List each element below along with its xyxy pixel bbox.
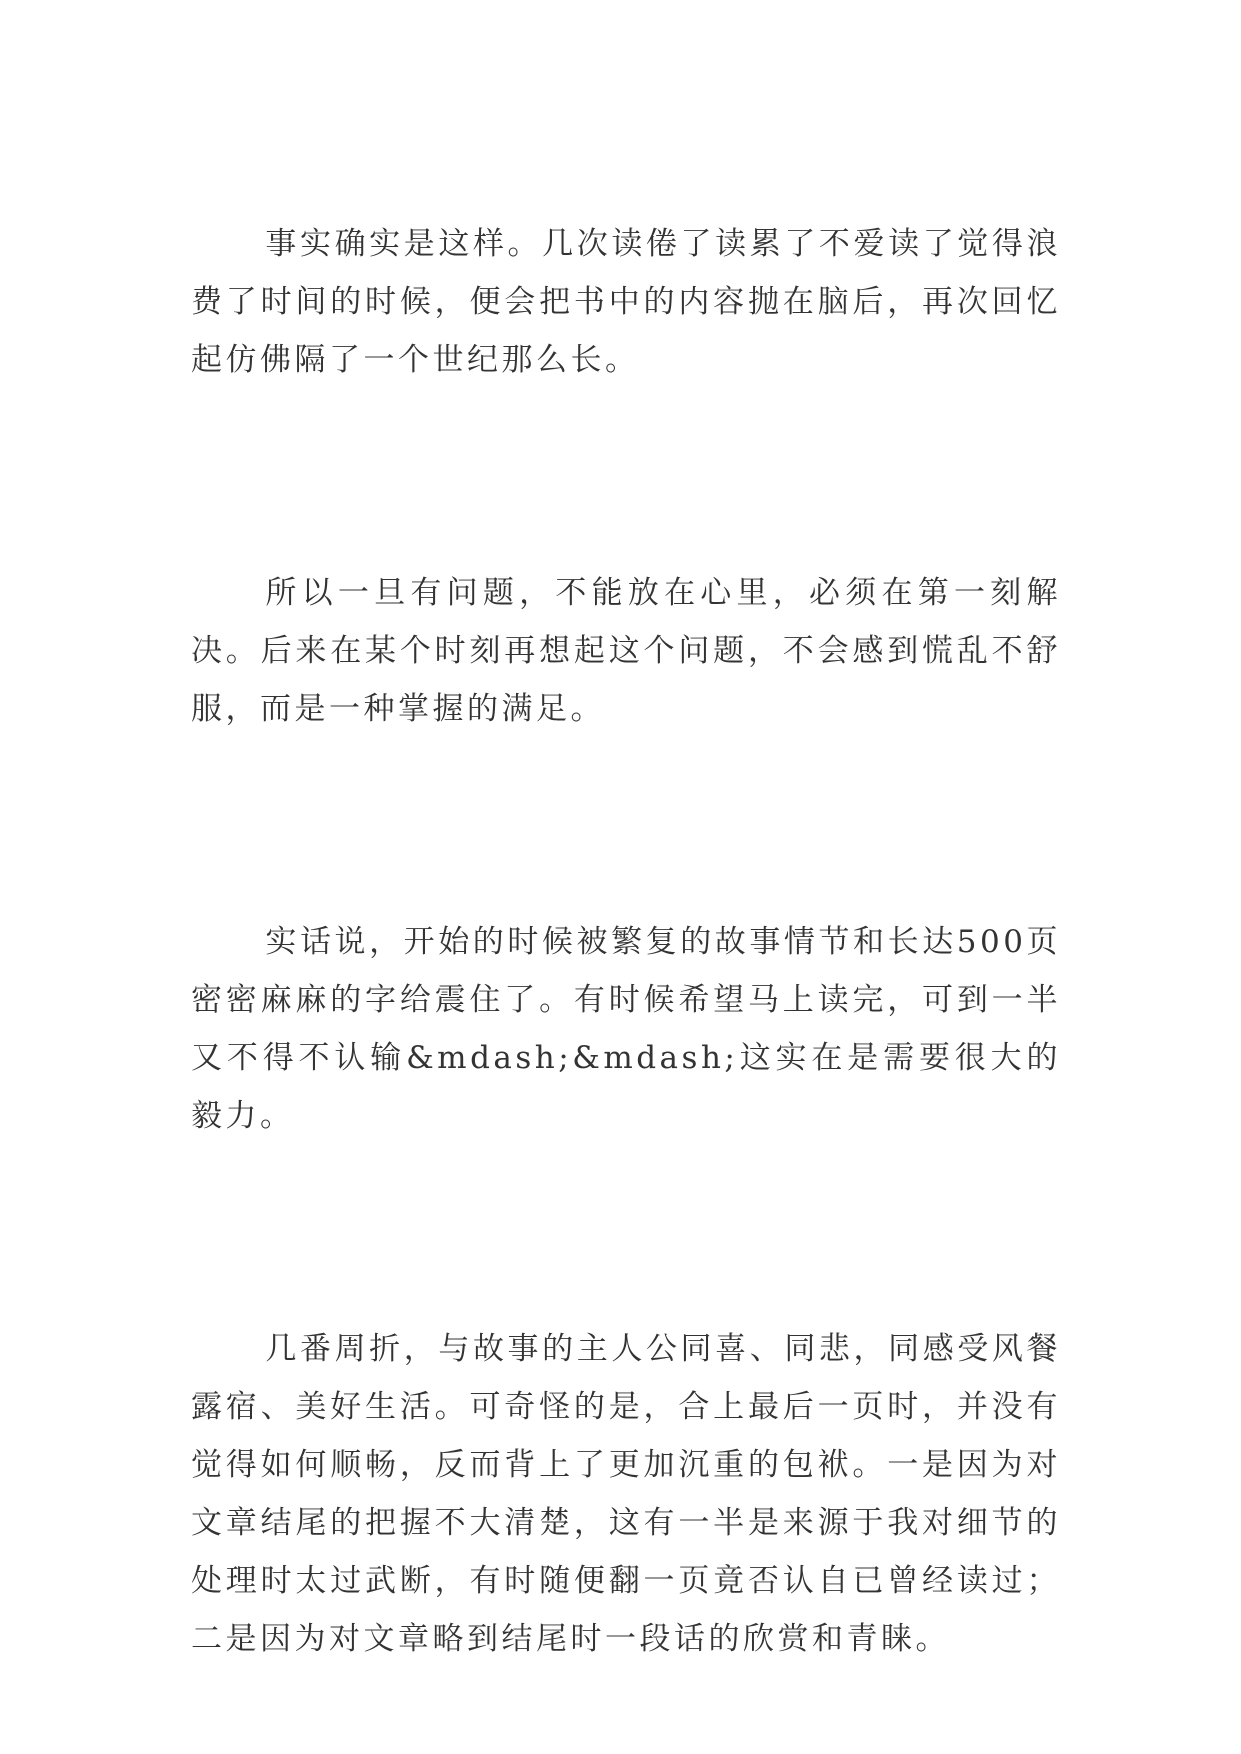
paragraph-4: 几番周折，与故事的主人公同喜、同悲，同感受风餐露宿、美好生活。可奇怪的是，合上最后一页时，并没有觉得如何顺畅，反而背上了更加沉重的包袱。一是因为对文章结尾的把握不大清楚，这有一半是来源于我对细节的处理时太过武断，有时随便翻一页竟否认自已曾经读过；二是因为对文章略到结尾时一段话的欣赏和青睐。 <box>191 1331 1061 1657</box>
paragraph-spacer <box>191 738 1061 913</box>
paragraph-3: 实话说，开始的时候被繁复的故事情节和长达500页密密麻麻的字给震住了。有时候希望马上读完，可到一半又不得不认输&mdash;&mdash;这实在是需要很大的毅力。 <box>191 924 1061 1134</box>
paragraph-spacer <box>191 389 1061 564</box>
paragraph-2: 所以一旦有问题，不能放在心里，必须在第一刻解决。后来在某个时刻再想起这个问题，不会感到慌乱不舒服，而是一种掌握的满足。 <box>191 575 1061 727</box>
paragraph-1: 事实确实是这样。几次读倦了读累了不爱读了觉得浪费了时间的时候，便会把书中的内容抛在脑后，再次回忆起仿佛隔了一个世纪那么长。 <box>191 226 1061 378</box>
document-body <box>191 215 1061 1668</box>
paragraph-spacer <box>191 1145 1061 1320</box>
